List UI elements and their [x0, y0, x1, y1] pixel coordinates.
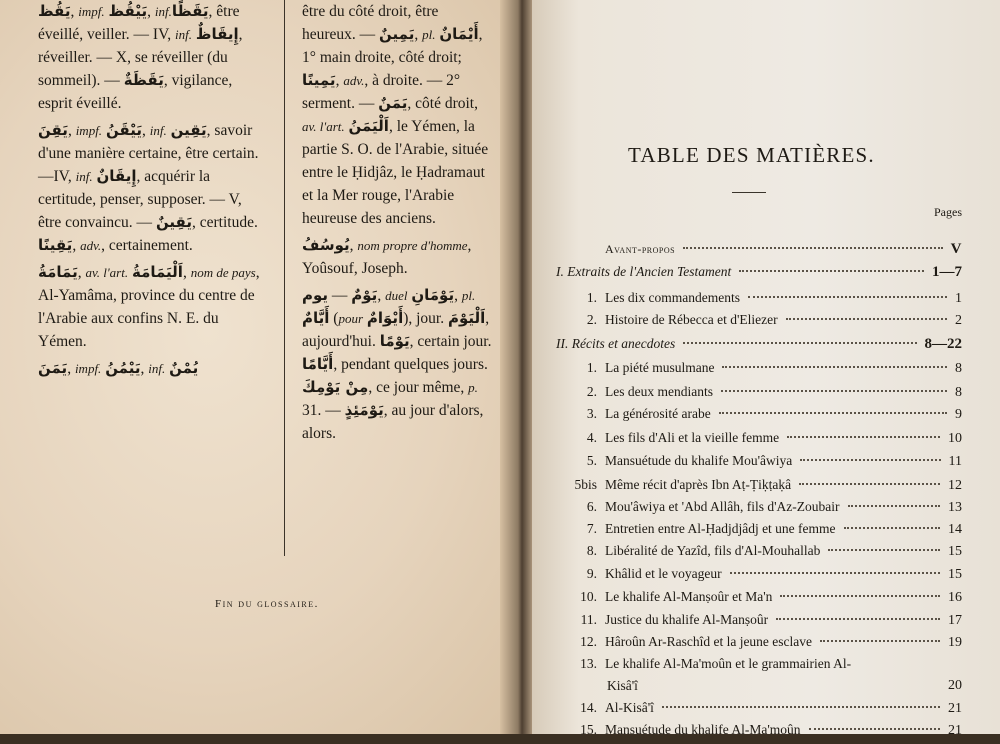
toc-item-number: 3. — [586, 406, 597, 421]
toc-section — [556, 336, 962, 358]
toc-page-number: 20 — [948, 678, 962, 693]
toc-item-title: Les deux mendiants — [605, 384, 713, 399]
dot-leader — [683, 247, 943, 249]
definition-text: , côté droit, — [407, 95, 478, 112]
definition-text: être du côté droit, être heureux. — — [302, 3, 439, 43]
grammar-note: inf. — [175, 27, 193, 42]
grammar-note: impf. — [74, 361, 102, 376]
arabic-term: يَوْمًا — [379, 332, 410, 350]
definition-text: , — [142, 122, 150, 139]
toc-item-title: Mansuétude du khalife Mou'âwiya — [605, 453, 793, 468]
toc-item-number: 4. — [586, 430, 597, 445]
glossary-entry — [302, 234, 492, 280]
toc-front-matter — [545, 241, 962, 263]
arabic-term: يَمِينًا — [302, 71, 336, 89]
arabic-term: يَقِنَ — [38, 121, 68, 139]
toc-item — [545, 521, 962, 543]
toc-item-number: 9. — [586, 566, 597, 581]
toc-page-number: 1 — [955, 291, 962, 306]
toc-page-number: 8 — [955, 385, 962, 400]
toc-item-title: II. Récits et anecdotes — [556, 336, 676, 351]
arabic-term: يَمَنٌ — [378, 94, 408, 112]
toc-item-title: Les dix commandements — [605, 290, 740, 305]
grammar-note: nom de pays — [190, 265, 256, 280]
arabic-term: يُمْنٌ — [169, 359, 199, 377]
grammar-note: inf. — [148, 361, 166, 376]
dot-leader — [721, 390, 947, 392]
title-rule — [732, 192, 766, 193]
toc-item-title: I. Extraits de l'Ancien Testament — [556, 264, 732, 279]
definition-text: , le Yémen, la partie S. O. de l'Arabie, située entre le Ḥidjâz, le Ḥadramaut et la Mer rouge, l'Arabie heureuse des anciens. — [302, 118, 489, 227]
dot-leader — [780, 595, 940, 597]
glossary-end-note: Fin du glossaire. — [215, 598, 319, 610]
grammar-note: pour — [338, 311, 364, 326]
dot-leader — [683, 342, 916, 344]
toc-item-number: 2. — [586, 384, 597, 399]
toc-section — [556, 264, 962, 286]
definition-text: , — [349, 237, 358, 254]
glossary-column-left — [38, 0, 266, 380]
arabic-term: أَيَّامٌ — [302, 309, 330, 327]
toc-page-number: 21 — [948, 701, 962, 716]
toc-page-number: 17 — [948, 613, 962, 628]
toc-page-number: 1—7 — [932, 264, 962, 280]
toc-item-number: 10. — [580, 589, 597, 604]
definition-text: , — [72, 237, 81, 254]
definition-text: , — [70, 3, 79, 20]
toc-item-number: 5bis — [574, 477, 597, 492]
toc-title: TABLE DES MATIÈRES. — [628, 143, 875, 167]
definition-text: , — [454, 287, 462, 304]
glossary-entry — [302, 0, 492, 230]
definition-text: , Al-Yamâma, province du centre de l'Arabie aux confins N. E. du Yémen. — [38, 264, 260, 350]
arabic-term: إِيقَاظٌ — [195, 25, 239, 43]
arabic-term: اَلْيَمَامَةُ — [131, 263, 183, 281]
toc-item — [545, 566, 962, 588]
toc-item — [545, 312, 962, 334]
toc-item-title: Même récit d'après Ibn Aṭ-Ṭiḳṭaḳâ — [605, 477, 792, 492]
dot-leader — [722, 366, 947, 368]
grammar-note: nom propre d'homme — [357, 238, 468, 253]
toc-item-title: La générosité arabe — [605, 406, 711, 421]
toc-item — [545, 290, 962, 312]
definition-text: ( — [329, 310, 339, 327]
grammar-note: duel — [385, 288, 408, 303]
grammar-note: inf. — [154, 4, 172, 19]
definition-text: , — [67, 122, 76, 139]
toc-item — [545, 477, 962, 499]
dot-leader — [828, 549, 940, 551]
toc-item-title: Mansuétude du khalife Al-Ma'moûn — [605, 722, 801, 737]
dot-leader — [739, 270, 924, 272]
dot-leader — [820, 640, 940, 642]
dot-leader — [719, 412, 947, 414]
arabic-term: يَقِينًا — [38, 236, 73, 254]
toc-item-number: 12. — [580, 634, 597, 649]
definition-text: , — [140, 360, 149, 377]
grammar-note: impf. — [75, 123, 103, 138]
definition-text: , certitude. — [192, 214, 258, 231]
arabic-term: يُوسُفُ — [302, 236, 350, 254]
toc-item-title: Le khalife Al-Manṣoûr et Ma'n — [605, 589, 773, 604]
toc-item — [545, 384, 962, 406]
toc-item-number: 7. — [586, 521, 597, 536]
toc-page-number: 8—22 — [924, 336, 962, 352]
toc-page-number: 12 — [948, 478, 962, 493]
definition-text: , au jour d'alors, alors. — [302, 402, 484, 442]
arabic-term: اَلْيَوْمَ — [448, 309, 486, 327]
arabic-term: أَيْمَانٌ — [439, 25, 479, 43]
toc-page-number: 21 — [948, 723, 962, 738]
toc-item — [545, 406, 962, 428]
grammar-note: impf. — [78, 4, 105, 19]
arabic-term: يَقُظ — [38, 2, 71, 20]
pages-column-header: Pages — [934, 205, 962, 219]
toc-item-title: Justice du khalife Al-Manṣoûr — [605, 612, 769, 627]
toc-item-number: 8. — [586, 543, 597, 558]
arabic-term: يَوْمَئِذٍ — [344, 401, 384, 419]
toc-page-number: 10 — [948, 431, 962, 446]
toc-item-title: Histoire de Rébecca et d'Eliezer — [605, 312, 778, 327]
dot-leader — [730, 572, 940, 574]
grammar-note: inf. — [149, 123, 167, 138]
arabic-term: يَوْمَانِ — [411, 286, 455, 304]
toc-page-number: 11 — [948, 454, 962, 469]
arabic-term: إِيقَانٌ — [96, 167, 137, 185]
dot-leader — [844, 527, 940, 529]
definition-text: , ce jour même, — [368, 379, 469, 396]
toc-item — [545, 634, 962, 656]
toc-page-number: 14 — [948, 522, 962, 537]
definition-text: , certainement. — [101, 237, 193, 254]
grammar-note: adv. — [80, 238, 102, 253]
definition-text: , Yoûsouf, Joseph. — [302, 237, 472, 277]
definition-text: , — [182, 264, 191, 281]
definition-text: ), jour. — [403, 310, 448, 327]
arabic-term: يَيْقَنُ — [105, 121, 142, 139]
toc-page-number: 8 — [955, 361, 962, 376]
arabic-term: يَيْقُظ — [108, 2, 148, 20]
toc-item — [545, 360, 962, 382]
dot-leader — [799, 483, 940, 485]
dot-leader — [848, 505, 941, 507]
grammar-note: p. — [468, 380, 478, 395]
toc-item — [545, 499, 962, 521]
definition-text: , — [377, 287, 386, 304]
arabic-term: يَقَظَةٌ — [123, 71, 164, 89]
toc-item — [545, 656, 962, 700]
toc-item — [545, 700, 962, 722]
dot-leader — [776, 618, 940, 620]
definition-text: , acquérir la certitude, penser, supposer. — V, être convaincu. — — [38, 168, 242, 231]
toc-page-number: 13 — [948, 500, 962, 515]
glossary-entry — [302, 284, 492, 445]
glossary-entry — [38, 0, 266, 115]
definition-text: , — [77, 264, 86, 281]
toc-item-number: 5. — [586, 453, 597, 468]
dot-leader — [748, 296, 947, 298]
toc-item-title: Hâroûn Ar-Raschîd et la jeune esclave — [605, 634, 813, 649]
grammar-note: pl. — [422, 27, 436, 42]
arabic-term: يَقَظًا — [171, 2, 209, 20]
toc-item-title: La piété musulmane — [605, 360, 715, 375]
toc-item-number: 13. — [580, 656, 597, 671]
toc-item-number: 2. — [586, 312, 597, 327]
definition-text: , — [147, 3, 155, 20]
definition-text: , à droite. — 2° serment. — — [302, 72, 461, 112]
toc-item — [545, 430, 962, 452]
arabic-term: مِنْ يَوْمِكَ — [302, 378, 369, 396]
glossary-entry — [38, 357, 266, 380]
toc-item-number: 11. — [580, 612, 597, 627]
glossary-entry — [38, 119, 266, 257]
arabic-term: يَمِينٌ — [379, 25, 415, 43]
toc-item-title: Entretien entre Al-Ḥadjdjâdj et une femme — [605, 521, 836, 536]
toc-page-number: 9 — [955, 407, 962, 422]
column-divider — [284, 0, 285, 556]
arabic-term: يَقِينٌ — [155, 213, 192, 231]
toc-item-number: 1. — [586, 360, 597, 375]
definition-text: , pendant quelques jours. — [333, 356, 488, 373]
toc-page-number: V — [950, 241, 962, 257]
definition-text: , aujourd'hui. — [302, 310, 490, 350]
toc-item-title: Al-Kisâ'î — [605, 700, 654, 715]
grammar-note: av. l'art. — [302, 119, 345, 134]
toc-item-number: 15. — [580, 722, 597, 737]
definition-text: , — [335, 72, 344, 89]
arabic-term: يَمَنَ — [38, 359, 68, 377]
definition-text: 31. — — [302, 402, 345, 419]
definition-text: , — [67, 360, 75, 377]
definition-text: , réveiller. — X, se réveiller (du sommeil). — — [38, 26, 243, 89]
definition-text: , vigilance, esprit éveillé. — [38, 72, 233, 112]
toc-item-title: Les fils d'Ali et la vieille femme — [605, 430, 780, 445]
dot-leader — [800, 459, 940, 461]
toc-item-title: Mou'âwiya et 'Abd Allâh, fils d'Az-Zoubair — [605, 499, 840, 514]
definition-text: , 1° main droite, côté droit; — [302, 26, 483, 66]
dot-leader — [809, 728, 940, 730]
arabic-term: أَيَّامًا — [302, 355, 334, 373]
definition-text: , certain jour. — [409, 333, 492, 350]
arabic-term: يَقِين — [170, 121, 207, 139]
toc-item-title-continued: Kisâ'î — [607, 678, 638, 693]
toc-page-number: 19 — [948, 635, 962, 650]
toc-item-title: Khâlid et le voyageur — [605, 566, 722, 581]
glossary-column-right — [302, 0, 492, 445]
toc-page-number: 2 — [955, 313, 962, 328]
grammar-note: pl. — [461, 288, 476, 303]
toc-item — [545, 589, 962, 611]
toc-page-number: 15 — [948, 567, 962, 582]
toc-item-number: 14. — [580, 700, 597, 715]
dot-leader — [786, 318, 947, 320]
glossary-entry — [38, 261, 266, 353]
toc-item-title: Le khalife Al-Ma'moûn et le grammairien Al- — [605, 656, 852, 671]
definition-text: , — [414, 26, 423, 43]
toc-page-number: 16 — [948, 590, 962, 605]
definition-text: , être éveillé, veiller. — IV, — [38, 3, 240, 43]
toc-item-number: 1. — [586, 290, 597, 305]
grammar-note: inf. — [75, 169, 93, 184]
dot-leader — [787, 436, 940, 438]
toc-item — [545, 722, 962, 744]
arabic-term: أَيْوَامٌ — [366, 309, 404, 327]
toc-item — [545, 453, 962, 475]
definition-text: — — [328, 287, 352, 304]
arabic-term: يَوْمٌ — [351, 286, 378, 304]
grammar-note: av. l'art. — [85, 265, 129, 280]
arabic-term: يَيْمُنُ — [105, 359, 141, 377]
arabic-term: يَمَامَةُ — [38, 263, 78, 281]
toc-item — [545, 612, 962, 634]
toc-item-title: Libéralité de Yazîd, fils d'Al-Mouhallab — [605, 543, 821, 558]
grammar-note: adv. — [343, 73, 365, 88]
toc-item-number: 6. — [586, 499, 597, 514]
definition-text: , savoir d'une manière certaine, être certain.—IV, — [38, 122, 259, 185]
arabic-term: اَلْيَمَنُ — [348, 117, 389, 135]
toc-item-title: Avant-propos — [605, 242, 676, 256]
arabic-term: يوم — [302, 286, 329, 304]
toc-page-number: 15 — [948, 544, 962, 559]
dot-leader — [662, 706, 940, 708]
toc-item — [545, 543, 962, 565]
